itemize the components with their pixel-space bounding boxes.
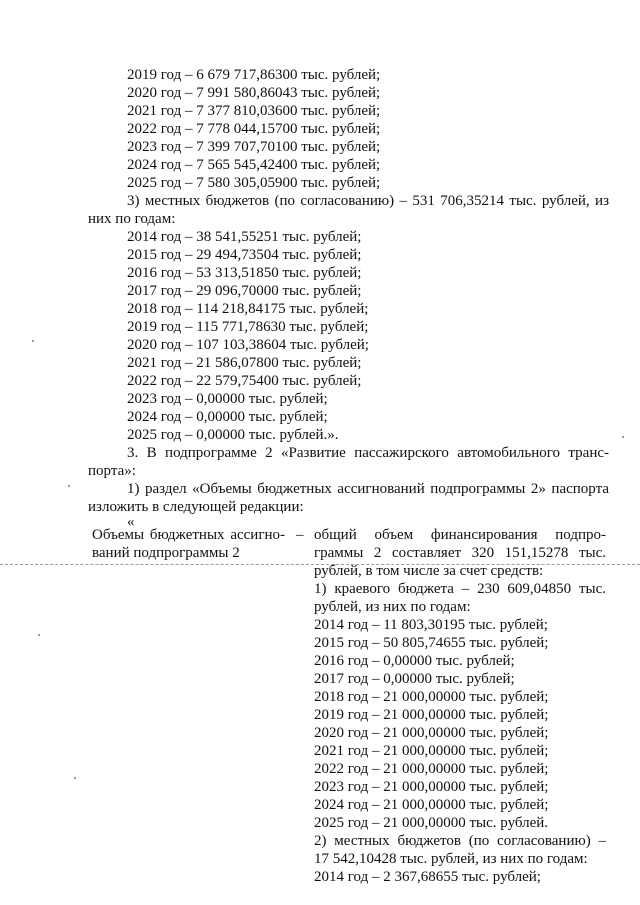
table-regional-year-2022: 2022 год – 21 000,00000 тыс. рублей; bbox=[314, 761, 549, 777]
table-regional-year-2018: 2018 год – 21 000,00000 тыс. рублей; bbox=[314, 689, 549, 705]
table-regional-year-2023: 2023 год – 21 000,00000 тыс. рублей; bbox=[314, 779, 549, 795]
table-dash: – bbox=[296, 527, 304, 543]
table-regional-line2: рублей, из них по годам: bbox=[314, 599, 471, 615]
table-label-line1: Объемы бюджетных ассигно- bbox=[92, 527, 285, 543]
local-budget-heading: 3) местных бюджетов (по согласованию) – 531 706,35214 тыс. рублей, из bbox=[127, 193, 609, 209]
table-intro-line3: рублей, в том числе за счет средств: bbox=[314, 563, 544, 579]
table-regional-year-2025: 2025 год – 21 000,00000 тыс. рублей. bbox=[314, 815, 549, 831]
regional-year-2019: 2019 год – 6 679 717,86300 тыс. рублей; bbox=[127, 67, 381, 83]
table-intro-line2: граммы 2 составляет 320 151,15278 тыс. bbox=[314, 545, 606, 561]
table-regional-year-2016: 2016 год – 0,00000 тыс. рублей; bbox=[314, 653, 515, 669]
local-year-2017: 2017 год – 29 096,70000 тыс. рублей; bbox=[127, 283, 362, 299]
table-regional-year-2021: 2021 год – 21 000,00000 тыс. рублей; bbox=[314, 743, 549, 759]
quote-open: « bbox=[127, 514, 135, 530]
table-local-line2: 17 542,10428 тыс. рублей, из них по годам: bbox=[314, 851, 588, 867]
scan-speck bbox=[38, 634, 40, 636]
regional-year-2020: 2020 год – 7 991 580,86043 тыс. рублей; bbox=[127, 85, 381, 101]
table-intro-line1: общий объем финансирования подпро- bbox=[314, 527, 606, 543]
local-year-2022: 2022 год – 22 579,75400 тыс. рублей; bbox=[127, 373, 362, 389]
table-regional-year-2019: 2019 год – 21 000,00000 тыс. рублей; bbox=[314, 707, 549, 723]
local-year-2018: 2018 год – 114 218,84175 тыс. рублей; bbox=[127, 301, 369, 317]
regional-year-2024: 2024 год – 7 565 545,42400 тыс. рублей; bbox=[127, 157, 381, 173]
regional-year-2021: 2021 год – 7 377 810,03600 тыс. рублей; bbox=[127, 103, 381, 119]
local-year-2020: 2020 год – 107 103,38604 тыс. рублей; bbox=[127, 337, 369, 353]
local-year-2024: 2024 год – 0,00000 тыс. рублей; bbox=[127, 409, 328, 425]
local-year-2015: 2015 год – 29 494,73504 тыс. рублей; bbox=[127, 247, 362, 263]
item3-heading-cont: порта»: bbox=[88, 463, 136, 479]
regional-year-2022: 2022 год – 7 778 044,15700 тыс. рублей; bbox=[127, 121, 381, 137]
regional-year-2023: 2023 год – 7 399 707,70100 тыс. рублей; bbox=[127, 139, 381, 155]
local-year-2019: 2019 год – 115 771,78630 тыс. рублей; bbox=[127, 319, 369, 335]
scan-dashed-rule bbox=[0, 564, 640, 565]
table-local-line1: 2) местных бюджетов (по согласованию) – bbox=[314, 833, 606, 849]
table-regional-year-2020: 2020 год – 21 000,00000 тыс. рублей; bbox=[314, 725, 549, 741]
local-year-2023: 2023 год – 0,00000 тыс. рублей; bbox=[127, 391, 328, 407]
table-label-line2: ваний подпрограммы 2 bbox=[92, 545, 240, 561]
item3-heading: 3. В подпрограмме 2 «Развитие пассажирского автомобильного транс- bbox=[127, 445, 609, 461]
local-year-2025: 2025 год – 0,00000 тыс. рублей.». bbox=[127, 427, 339, 443]
scan-speck bbox=[32, 340, 34, 342]
table-regional-line1: 1) краевого бюджета – 230 609,04850 тыс. bbox=[314, 581, 606, 597]
scan-speck bbox=[622, 436, 624, 438]
table-regional-year-2024: 2024 год – 21 000,00000 тыс. рублей; bbox=[314, 797, 549, 813]
regional-year-2025: 2025 год – 7 580 305,05900 тыс. рублей; bbox=[127, 175, 381, 191]
item3-sub1: 1) раздел «Объемы бюджетных ассигнований подпрограммы 2» паспорта bbox=[127, 481, 609, 497]
local-budget-heading-cont: них по годам: bbox=[88, 211, 176, 227]
item3-sub1-cont: изложить в следующей редакции: bbox=[88, 499, 304, 515]
scan-speck bbox=[74, 777, 76, 779]
table-regional-year-2014: 2014 год – 11 803,30195 тыс. рублей; bbox=[314, 617, 548, 633]
local-year-2021: 2021 год – 21 586,07800 тыс. рублей; bbox=[127, 355, 362, 371]
table-local-year-2014: 2014 год – 2 367,68655 тыс. рублей; bbox=[314, 869, 541, 885]
scan-speck bbox=[68, 485, 70, 487]
local-year-2016: 2016 год – 53 313,51850 тыс. рублей; bbox=[127, 265, 362, 281]
table-regional-year-2015: 2015 год – 50 805,74655 тыс. рублей; bbox=[314, 635, 549, 651]
local-year-2014: 2014 год – 38 541,55251 тыс. рублей; bbox=[127, 229, 362, 245]
table-regional-year-2017: 2017 год – 0,00000 тыс. рублей; bbox=[314, 671, 515, 687]
